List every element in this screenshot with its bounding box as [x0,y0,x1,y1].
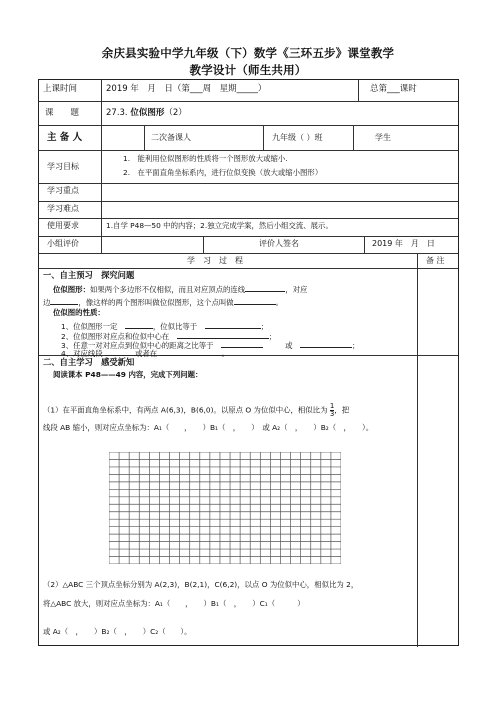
section2-heading: 二、自主学习 感受新知 [43,357,135,367]
question2-line3: 或 A₂（ ， ）B₂（ ， ）C₂（ ）。 [43,627,192,636]
topic-name: 位似图形 [130,108,165,118]
topic-value [106,108,187,119]
property-2: 2、位似图形对应点和位似中心在 ； [61,329,276,341]
reading-instruction: 阅读课本 P48——49 内容，完成下列问题： [53,370,203,379]
definition-line1 [53,282,307,295]
definition-text-d: ，像这样的两个图形叫做位似图形，这个点叫做 [78,298,234,307]
coordinate-grid [109,452,341,564]
definition-text-b: ，对应 [285,285,308,294]
class-label: 九年级（ ）班 [272,133,323,142]
usage-label: 使用要求 [47,221,79,230]
fraction-numerator: 1 [329,402,335,410]
total-period: 总第___课时 [370,84,417,94]
topic-number: 27.3. [106,108,128,118]
evaluation-date: 2019 年 月 日 [372,239,435,248]
goal-item-2: 2. 在平面直角坐标系内，进行位似变换（放大或缩小图形） [123,168,323,177]
fraction-denominator: 3 [329,410,335,418]
student-label: 学生 [375,133,391,142]
document-title: 余庆县实验中学九年级（下）数学《三环五步》课堂教学 [101,46,395,60]
property-1-text-b: ，位似比等于 [152,322,198,331]
property-4-text-b: 或者在 [135,349,158,358]
difficulty-label: 学习难点 [47,204,79,213]
property-2-text: 2、位似图形对应点和位似中心在 [61,331,170,341]
topic-label: 课 题 [45,108,80,118]
properties-heading: 位似图的性质： [53,308,105,317]
class-time-value: 2019 年 月 日（第___周 星期_____） [106,84,267,94]
secondary-preparer-label: 二次备课人 [151,133,191,142]
question2-line2: 将△ABC 放大，则对应点坐标为：A₁（ ， ）B₁（ ， ）C₁（ ） [43,599,305,608]
key-points-label: 学习重点 [47,186,79,195]
definition-text-e: 。 [275,298,284,307]
question2-line1: （2）△ABC 三个顶点坐标分别为 A(2,3)，B(2,1)，C(6,2)，以点 O 为位似中心，相似比为 2， [43,580,359,589]
question1-text-a: （1）在平面直角坐标系中，有两点 A(6,3)，B(6,0)。以原点 O 为位似中心，相似比为 [43,405,328,415]
question1-line1 [43,403,349,418]
property-3-text: 3、任意一对对应点到位似中心的距离之比等于 [61,340,214,350]
definition-label: 位似图形： [53,285,90,294]
process-header: 学 习 过 程 [187,256,243,265]
goals-label: 学习目标 [47,162,79,171]
lesson-plan-table [38,79,459,646]
definition-text-c: 边 [43,298,51,307]
section1-heading: 一、自主预习 探究问题 [43,270,135,280]
group-eval-label: 小组评价 [47,239,79,248]
definition-text-a: 如果两个多边形不仅相似，而且对应顶点的连线 [89,285,246,294]
goal-item-1: 1. 能利用位似图形的性质将一个图形放大或缩小. [123,154,288,163]
property-3-or: 或 [285,340,293,350]
question1-text-b: ，把 [334,405,350,415]
property-3: 3、任意一对对应点到位似中心的距离之比等于 或 ； [61,338,359,350]
usage-text: 1.自学 P48—50 中的内容；2.独立完成学案，然后小组交流、展示。 [106,221,333,230]
property-4-end: 。 [221,349,229,358]
property-4-text: 4、对应线段 [61,349,103,358]
property-1: 1、位似图形一定 ，位似比等于 ； [61,319,268,331]
question1-line2: 线段 AB 缩小，则对应点坐标为：A₁（ ， ）B₁（ ， ） 或 A₂（ ， ）B₂（ ， ）。 [43,423,374,432]
topic-suffix: （2） [164,108,187,118]
class-time-label: 上课时间 [43,84,78,94]
property-4 [61,346,229,358]
evaluator-signature-label: 评价人签名 [259,239,299,248]
notes-header: 备 注 [426,256,445,265]
property-1-text: 1、位似图形一定 [61,322,118,331]
main-preparer-label: 主 备 人 [47,132,83,143]
document-subtitle: 教学设计（师生共用） [189,63,307,77]
definition-line2 [43,295,283,308]
